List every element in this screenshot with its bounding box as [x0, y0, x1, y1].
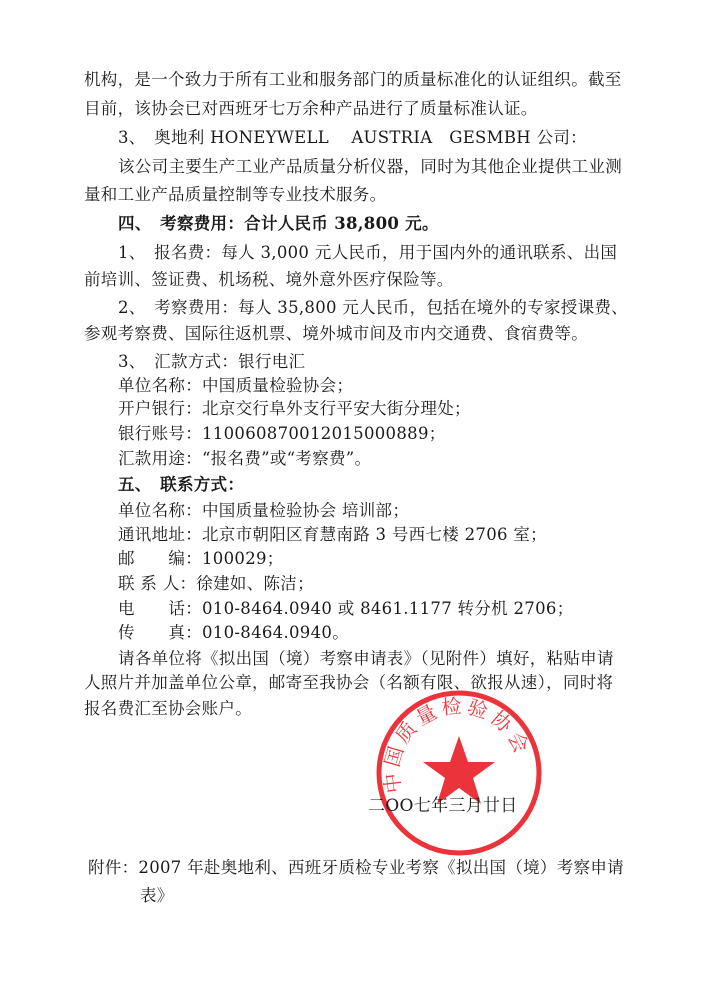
- item3-heading: 3、 奥地利 HONEYWELL AUSTRIA GESMBH 公司：: [118, 128, 587, 147]
- contact-fax: 传 真：010-8464.0940。: [118, 623, 349, 642]
- contact-person: 联 系 人：徐建如、陈洁；: [118, 574, 314, 593]
- fee1-line-1: 1、 报名费：每人 3,000 元人民币，用于国内外的通讯联系、出国: [118, 243, 618, 262]
- closing-line-1: 请各单位将《拟出国（境）考察申请表》（见附件）填好，粘贴申请: [118, 649, 614, 668]
- item3-line-2: 量和工业产品质量控制等专业技术服务。: [84, 185, 387, 204]
- remit-account: 银行账号：110060870012015000889；: [118, 424, 446, 443]
- attachment-line-2: 表》: [140, 886, 174, 905]
- contact-unit: 单位名称：中国质量检验协会 培训部；: [118, 501, 410, 520]
- closing-line-2: 人照片并加盖单位公章，邮寄至我协会（名额有限、欲报从速），同时将: [84, 673, 614, 692]
- contact-postcode: 邮 编：100029；: [118, 549, 284, 568]
- intro-line-2: 目前，该协会已对西班牙七万余种产品进行了质量标准认证。: [84, 99, 538, 118]
- fee2-line-1: 2、 考察费用：每人 35,800 元人民币，包括在境外的专家授课费、: [118, 298, 628, 317]
- fee1-line-2: 前培训、签证费、机场税、境外意外医疗保险等。: [84, 270, 454, 289]
- remit-purpose: 汇款用途：“报名费”或“考察费”。: [118, 449, 372, 468]
- closing-line-3: 报名费汇至协会账户。: [84, 699, 252, 718]
- attachment-line-1: 附件：2007 年赴奥地利、西班牙质检专业考察《拟出国（境）考察申请: [88, 858, 624, 877]
- remit-bank: 开户银行：北京交行阜外支行平安大街分理处；: [118, 399, 471, 418]
- seal-text: 中国质量检验协会: [379, 693, 536, 795]
- intro-line-1: 机构，是一个致力于所有工业和服务部门的质量标准化的认证组织。截至: [84, 70, 622, 89]
- section4-heading: 四、 考察费用：合计人民币 38,800 元。: [118, 214, 439, 233]
- remit-unit: 单位名称：中国质量检验协会；: [118, 376, 354, 395]
- contact-address: 通讯地址：北京市朝阳区育慧南路 3 号西七楼 2706 室；: [118, 525, 547, 544]
- document-date: 二OO七年三月廿日: [368, 796, 518, 816]
- remit-heading: 3、 汇款方式：银行电汇: [118, 352, 306, 371]
- item3-line-1: 该公司主要生产工业产品质量分析仪器，同时为其他企业提供工业测: [118, 157, 622, 176]
- fee2-line-2: 参观考察费、国际往返机票、境外城市间及市内交通费、食宿费等。: [84, 324, 588, 343]
- official-seal: [374, 688, 544, 858]
- section5-heading: 五、 联系方式：: [118, 475, 245, 494]
- contact-phone: 电 话：010-8464.0940 或 8461.1177 转分机 2706；: [118, 599, 574, 618]
